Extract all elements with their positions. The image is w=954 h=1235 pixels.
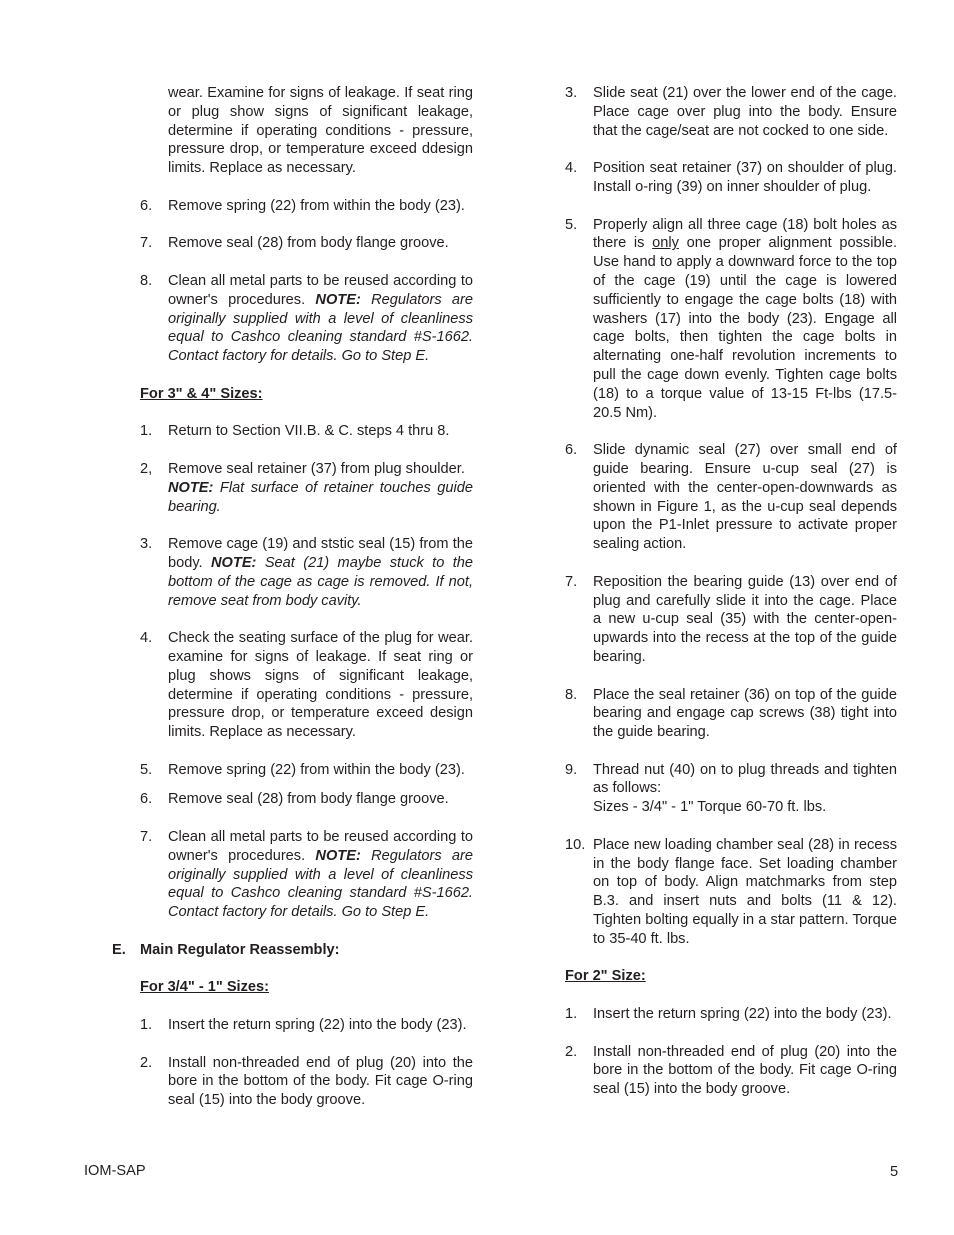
list-item [140, 460, 473, 516]
list-item [565, 84, 897, 140]
item-number: 4. [140, 630, 153, 647]
item-body: Remove cage (19) and ststic seal (15) from the body. [168, 536, 473, 571]
list-item [140, 422, 473, 441]
item-number: 3. [565, 85, 578, 101]
item-text: Install non-threaded end of plug (20) into the bore in the bottom of the body. Fit cage O-ring seal (15) into the body groove. [593, 1043, 897, 1098]
emphasis-underline: only [652, 235, 679, 252]
item-text: Remove spring (22) from within the body (23). [168, 761, 465, 778]
list-item [140, 828, 473, 922]
item-number: 10. [565, 836, 586, 853]
item-number: 6. [140, 197, 153, 214]
list-item [565, 441, 897, 554]
item-text: Slide dynamic seal (27) over small end of guide bearing. Ensure u-cup seal (27) is oriented with the center-open-downwards as shown in Figure 1, as the u-cup seal depends upon the P1-Inlet pressure to activate proper sealing action. [593, 442, 897, 553]
note-label: NOTE: [315, 291, 361, 308]
item-text [593, 761, 897, 817]
note-text: Regulators are originally supplied with a level of cleanliness equal to Cashco cleaning standard #S-1662. Contact factory for details. Go to Step E. [168, 847, 473, 921]
item-text [168, 460, 473, 516]
list-item [140, 272, 473, 366]
subsection-heading: For 2" Size: [565, 968, 646, 985]
list-item [565, 573, 897, 667]
item-number: 2, [140, 460, 153, 477]
item-number: 3. [140, 536, 153, 553]
note-label: NOTE: [315, 847, 361, 864]
item-body: Properly align all three cage (18) bolt holes as there is [593, 216, 897, 252]
list-item [140, 234, 473, 253]
item-number: 7. [565, 573, 578, 590]
list-item [565, 1005, 897, 1024]
item-number: 6. [140, 791, 153, 808]
item-number: 1. [140, 423, 153, 440]
item-text: Return to Section VII.B. & C. steps 4 thru 8. [168, 423, 450, 440]
item-number: 9. [565, 761, 578, 778]
torque-spec: Sizes - 3/4" - 1" Torque 60-70 ft. lbs. [593, 799, 827, 816]
list-item [140, 535, 473, 610]
list-item [140, 761, 473, 780]
item-number: 4. [565, 160, 578, 177]
list-item [565, 761, 897, 817]
item-text: Remove spring (22) from within the body (23). [168, 197, 465, 214]
list-item [140, 1054, 473, 1110]
item-text [168, 272, 473, 366]
list-item [565, 686, 897, 742]
item-text: Remove seal (28) from body flange groove. [168, 791, 449, 808]
item-body: Clean all metal parts to be reused according to owner's procedures. [168, 272, 473, 308]
list-item [565, 159, 897, 197]
section-heading [112, 941, 473, 960]
note-label: NOTE: [168, 479, 214, 496]
right-column [565, 84, 897, 1118]
item-text: Slide seat (21) over the lower end of the cage. Place cage over plug into the body. Ensure that the cage/seat are not cocked to one side. [593, 85, 897, 139]
list-item [140, 197, 473, 216]
item-number: 7. [140, 829, 153, 846]
note-text: Regulators are originally supplied with a level of cleanliness equal to Cashco cleaning standard #S-1662. Contact factory for details. Go to Step E. [168, 291, 473, 365]
list-item [565, 216, 897, 423]
item-text: Check the seating surface of the plug for wear. examine for signs of leakage. If seat ring or plug shows signs of significant leakage, determine if operating conditions - pressure, pressure drop, or temperature exceed design limits. Replace as necessary. [168, 630, 473, 741]
item-text: Insert the return spring (22) into the body (23). [593, 1006, 892, 1023]
item-body: Thread nut (40) on to plug threads and tighten as follows: [593, 761, 897, 797]
item-text [593, 216, 897, 423]
list-item [140, 1016, 473, 1035]
item-text: Insert the return spring (22) into the body (23). [168, 1017, 467, 1034]
item-number: 5. [565, 216, 578, 233]
note-label: NOTE: [211, 554, 257, 571]
left-column [112, 84, 473, 1129]
item-number: 6. [565, 442, 578, 459]
item-text: Place new loading chamber seal (28) in recess in the body flange face. Set loading chamber on top of body. Align matchmarks from step B.3. and insert nuts and bolts (11 & 12). Tighten bolting equally in a star pattern. Torque to 35-40 ft. lbs. [593, 836, 897, 947]
item-text: Install non-threaded end of plug (20) into the bore in the bottom of the body. Fit cage O-ring seal (15) into the body groove. [168, 1054, 473, 1109]
list-item [565, 836, 897, 949]
note-text: Flat surface of retainer touches guide bearing. [168, 479, 473, 515]
item-text: Remove seal (28) from body flange groove. [168, 235, 449, 252]
item-text: Reposition the bearing guide (13) over end of plug and carefully slide it into the cage. Place a new u-cup seal (35) with the center-open-upwards into the recess at the top of the guide bearing. [593, 573, 897, 665]
item-number: 8. [565, 686, 578, 703]
list-item [565, 1043, 897, 1099]
subsection-heading: For 3/4" - 1" Sizes: [140, 979, 270, 996]
section-title: Main Regulator Reassembly: [140, 941, 340, 958]
item-number: 2. [140, 1054, 153, 1071]
item-text [168, 535, 473, 610]
item-text [168, 828, 473, 922]
item-body: Remove seal retainer (37) from plug shoulder. [168, 460, 465, 477]
item-number: 7. [140, 235, 153, 252]
item-number: 5. [140, 761, 153, 778]
item-number: 1. [140, 1017, 153, 1034]
list-item [140, 629, 473, 742]
subsection-heading: For 3" & 4" Sizes: [140, 385, 263, 402]
note-text: Seat (21) maybe stuck to the bottom of the cage as cage is removed. If not, remove seat from body cavity. [168, 554, 473, 609]
item-number: 1. [565, 1006, 578, 1023]
footer-page-number: 5 [890, 1164, 899, 1180]
item-body: one proper alignment possible. Use hand to apply a downward force to the top of the cage (19) until the cage is lowered sufficiently to engage the cage bolts (18) with washers (17) into the body (23). Engage all cage bolts, then tighten the cage bolts in alternating one-half revolution increments to pull the cage down evenly. Tighten cage bolts (18) to a torque value of 13-15 Ft-lbs (17.5-20.5 Nm). [593, 235, 897, 421]
item-text: Position seat retainer (37) on shoulder of plug. Install o-ring (39) on inner shoulder of plug. [593, 160, 897, 195]
footer-doc-id: IOM-SAP [84, 1163, 146, 1179]
item-body: Clean all metal parts to be reused according to owner's procedures. [168, 829, 473, 864]
item-text: Place the seal retainer (36) on top of the guide bearing and engage cap screws (38) tight into the guide bearing. [593, 686, 897, 741]
item-number: 8. [140, 272, 153, 289]
continued-text: wear. Examine for signs of leakage. If seat ring or plug show signs of significant leakage, determine if operating conditions - pressure, pressure drop, or temperature exceed ddesign limits. Replace as necessary. [168, 85, 473, 177]
section-letter: E. [112, 941, 126, 958]
list-item [140, 790, 473, 809]
item-number: 2. [565, 1043, 578, 1060]
